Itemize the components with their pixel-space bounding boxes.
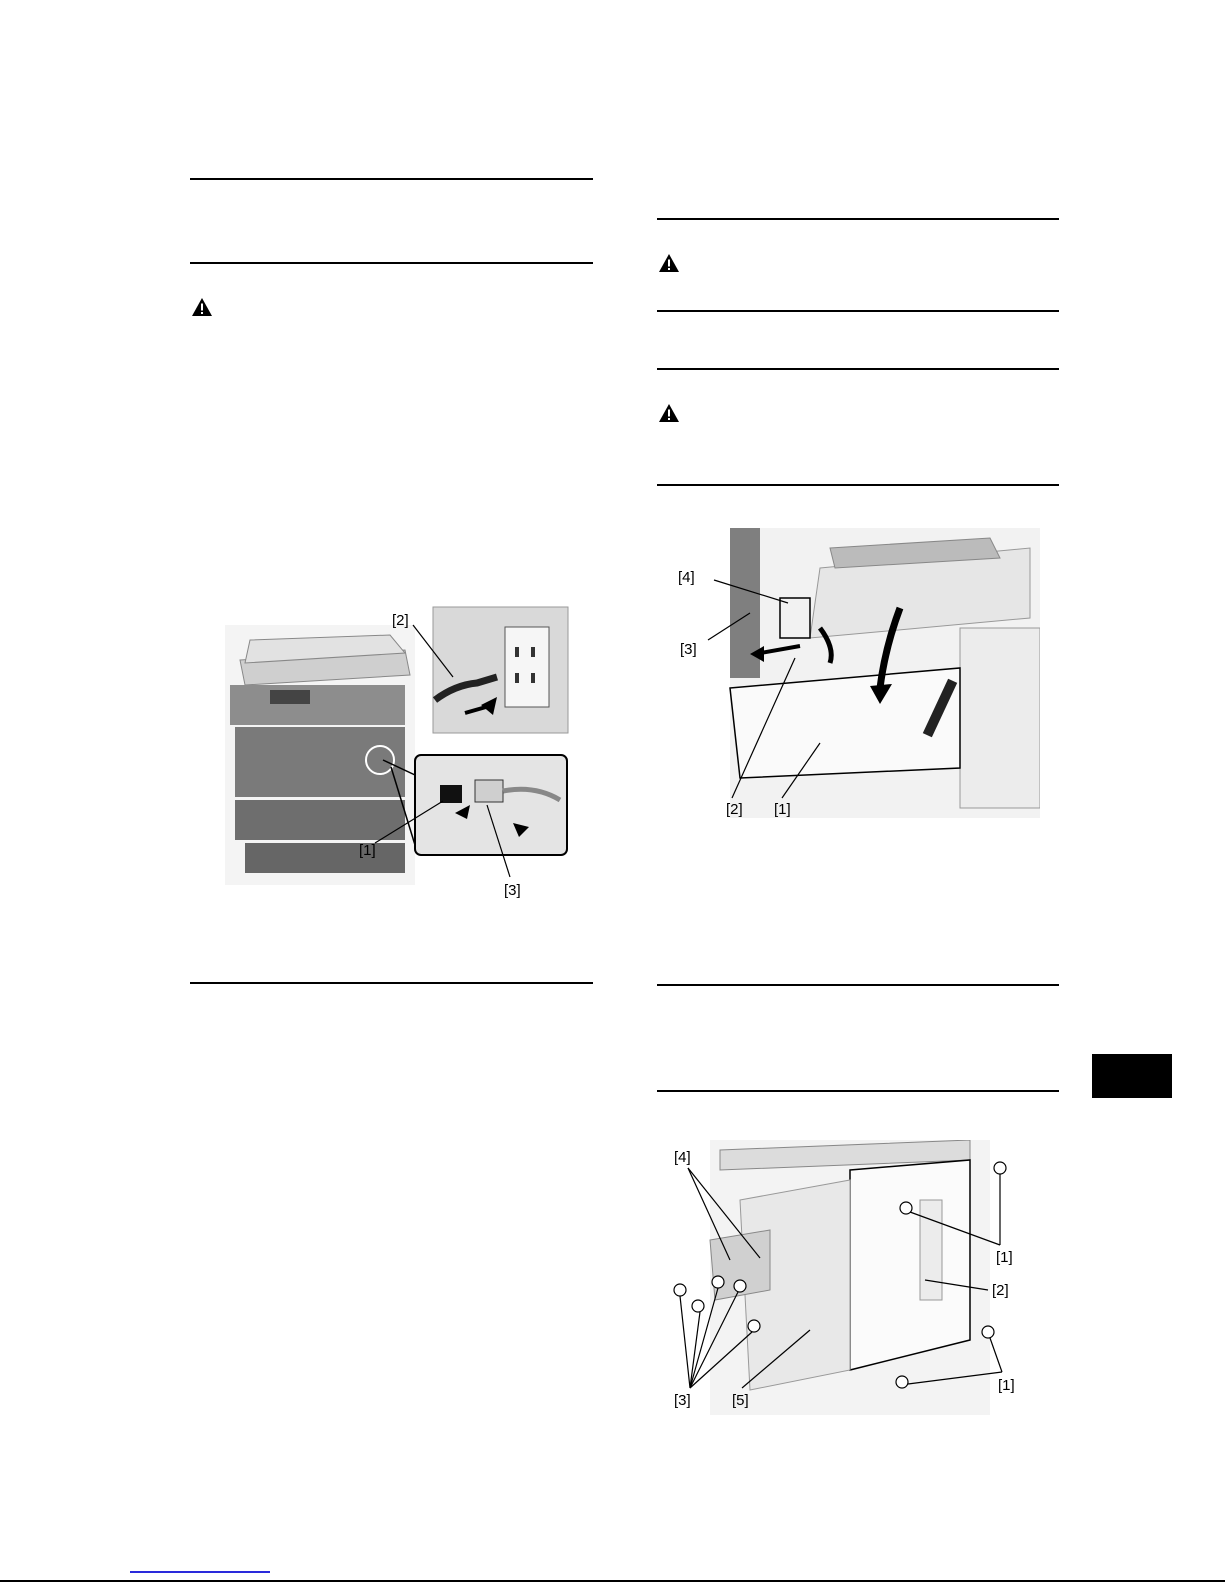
- footer-rule: [0, 1580, 1225, 1582]
- figure-rear-cover: [670, 1140, 1040, 1420]
- callout-label: [3]: [680, 641, 697, 658]
- section-rule: [657, 484, 1059, 486]
- section-rule: [657, 984, 1059, 986]
- callout-label: [1]: [774, 801, 791, 818]
- warning-icon: [658, 403, 680, 423]
- warning-icon: [191, 297, 213, 317]
- section-rule: [657, 1090, 1059, 1092]
- section-rule: [657, 368, 1059, 370]
- section-rule: [657, 310, 1059, 312]
- callout-label: [1]: [359, 842, 376, 859]
- figure-power-cord: [215, 605, 575, 905]
- callout-label: [3]: [674, 1392, 691, 1409]
- section-rule: [190, 982, 593, 984]
- callout-label: [2]: [726, 801, 743, 818]
- callout-label: [1]: [996, 1249, 1013, 1266]
- section-rule: [190, 262, 593, 264]
- callout-label: [2]: [992, 1282, 1009, 1299]
- callout-label: [2]: [392, 612, 409, 629]
- section-rule: [657, 218, 1059, 220]
- section-rule: [190, 178, 593, 180]
- chapter-tab: [1092, 1054, 1172, 1098]
- figure-front-cover: [670, 528, 1040, 828]
- callout-label: [4]: [678, 569, 695, 586]
- callout-label: [5]: [732, 1392, 749, 1409]
- footer-link-underline[interactable]: [130, 1571, 270, 1573]
- callout-label: [1]: [998, 1377, 1015, 1394]
- callout-label: [4]: [674, 1149, 691, 1166]
- callout-label: [3]: [504, 882, 521, 899]
- warning-icon: [658, 253, 680, 273]
